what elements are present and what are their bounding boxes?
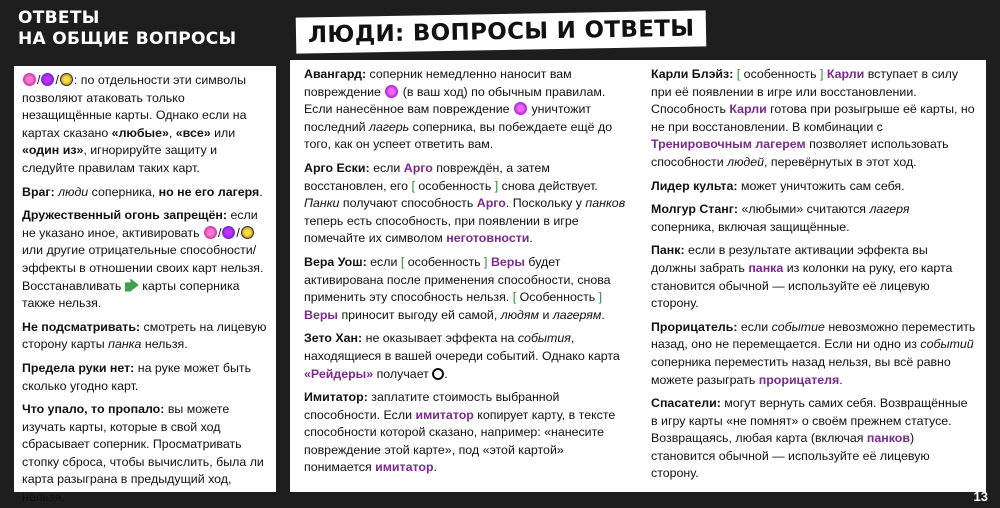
damage-icon (514, 102, 527, 115)
entry-karli: Карли Блэйз: [ особенность ] Карли вступает в силу при её появлении в игре или восстановлении. Способность Карли готова при розыгрыше её карты, но не при восстановлении. В комбинации с Тренировочным лагерем позволяет использовать способности людей, перевёрнутых в этот ход. (651, 67, 975, 169)
pink-burst-icon (23, 73, 36, 86)
radiation-icon (60, 73, 73, 86)
entry-no-peeking: Не подсматривать: смотреть на лицевую сторону карты панка нельзя. (22, 319, 267, 352)
entry-friendly-fire: Дружественный огонь запрещён: если не указано иное, активировать / / или другие отрицательные способности/эффекты в отношении своих карт нельзя. Восстанавливать карты соперника также нельзя. (22, 208, 264, 311)
entry-discard: Что упало, то пропало: вы можете изучать карты, которые в свой ход сбрасывает соперник. Просматривать стопку сброса, чтобы вычислить, была ли карта разыграна в предыдущий ход, нельзя. (22, 402, 264, 505)
purple-burst-icon (41, 73, 54, 86)
entry-avangard: Авангард: соперник немедленно наносит вам повреждение (в ваш ход) по обычным правилам. Если нанесённое вам повреждение уничтожит последний лагерь соперника, вы побеждаете ещё до того, как он успеет ответить вам. (304, 67, 613, 152)
entry-symbols: / / : по отдельности эти символы позволяют атаковать только незащищённые карты. Однако если на картах сказано «любые», «все» или «один из», игнорируйте защиту и следуйте правилам таких карт. (22, 73, 247, 175)
entry-pank: Панк: если в результате активации эффекта вы должны забрать панка из колонки на руку, его карта становится обычной — используйте её лицевую сторону. (651, 243, 953, 311)
qa-column-2 (651, 66, 976, 488)
left-title-line-1: ОТВЕТЫ (18, 8, 100, 28)
entry-molgur: Молгур Станг: «любыми» считаются лагеря соперника, включая защищённые. (651, 202, 910, 234)
damage-icon (385, 85, 398, 98)
purple-burst-icon (222, 226, 235, 239)
general-questions-panel (14, 66, 276, 505)
page-number: 13 (973, 489, 988, 504)
left-title-line-2: НА ОБЩИЕ ВОПРОСЫ (18, 29, 237, 49)
entry-vera: Вера Уош: если [ особенность ] Веры будет активирована после применения способности, снова применить эту способность нельзя. [ Особенность ] Веры приносит выгоду ей самой, людям и лагерям. (304, 254, 611, 322)
entry-lider: Лидер культа: может уничтожить сам себя. (651, 178, 905, 193)
radiation-icon (241, 226, 254, 239)
entry-proricatel: Прорицатель: если событие невозможно переместить назад, оно не перемещается. Если ни одно из событий соперника переместить назад нельзя, вы всё равно можете разыграть прорицателя. (651, 319, 976, 387)
entry-imitator: Имитатор: заплатите стоимость выбранной способности. Если имитатор копирует карту, в тексте способности которой сказано, например: «нанесите повреждение этой карте», под «этой картой» понимается имитатор. (304, 390, 616, 475)
main-section-title: ЛЮДИ: ВОПРОСЫ И ОТВЕТЫ (296, 10, 707, 53)
qa-column-1 (304, 66, 629, 488)
entry-no-hand-limit: Предела руки нет: на руке может быть сколько угодно карт. (22, 360, 252, 393)
entry-spasateli: Спасатели: могут вернуть самих себя. Возвращённые в игру карты «не помнят» о своём прежнем статусе. Возвращаясь, любая карта (включая панков) становится обычной — используйте её лицевую сторону. (651, 396, 968, 481)
pink-burst-icon (204, 226, 217, 239)
entry-zeto: Зето Хан: не оказывает эффекта на события, находящиеся в вашей очереди событий. Однако карта «Рейдеры» получает . (304, 331, 620, 381)
entry-enemy: Враг: люди соперника, но не его лагеря. (22, 184, 263, 199)
left-section-title (18, 8, 236, 50)
people-qa-panel (290, 60, 986, 492)
ring-icon (432, 368, 444, 380)
entry-argo: Арго Ески: если Арго повреждён, а затем восстановлен, его [ особенность ] снова действует. Панки получают способность Арго. Поскольку у панков теперь есть способность, при появлении в игре помечайте их символом неготовности. (304, 160, 626, 246)
restore-arrow-icon (125, 279, 139, 292)
